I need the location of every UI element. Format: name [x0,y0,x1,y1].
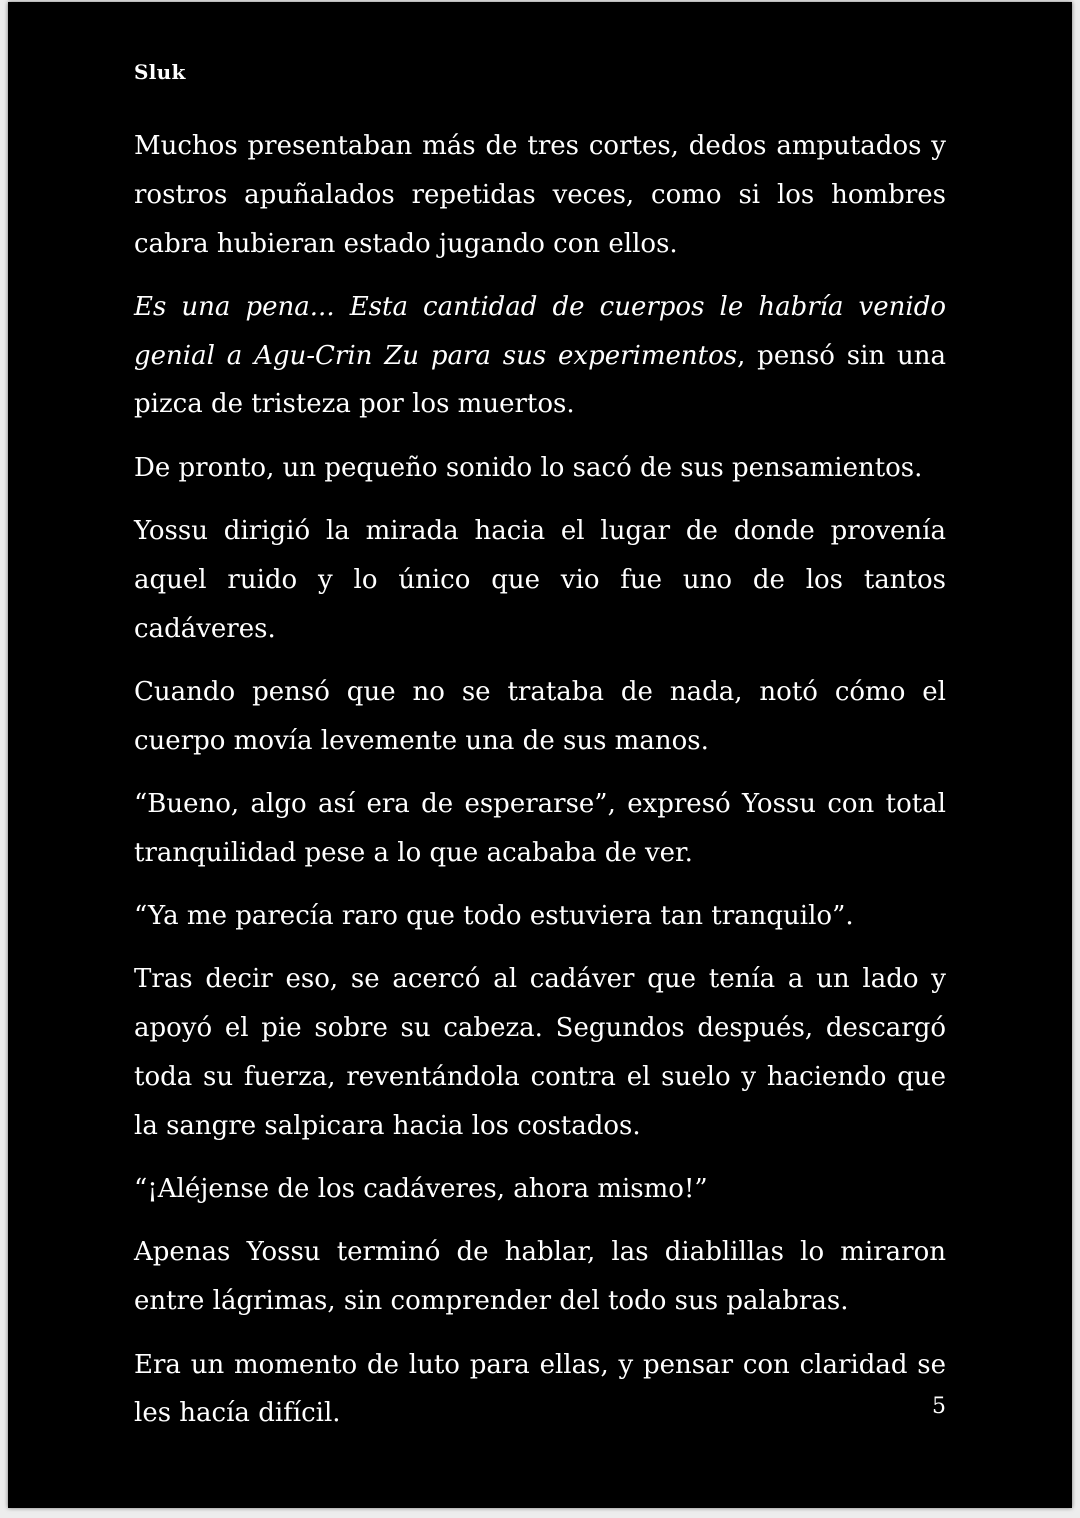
paragraph-text: , pensó sin una pizca de tristeza por los muertos. [134,340,946,420]
paragraph: Yossu dirigió la mirada hacia el lugar de donde provenía aquel ruido y lo único que vio fue uno de los tantos cadáveres. [134,516,946,644]
italic-thought: Es una pena... Esta cantidad de cuerpos le habría venido genial a Agu-Crin Zu para sus experimentos [134,291,946,371]
paragraph [134,283,946,429]
paragraph: “¡Aléjense de los cadáveres, ahora mismo!” [134,1174,708,1205]
paragraph: “Bueno, algo así era de esperarse”, expresó Yossu con total tranquilidad pese a lo que acababa de ver. [134,789,946,868]
paragraph: Era un momento de luto para ellas, y pensar con claridad se les hacía difícil. [134,1349,946,1429]
paragraph: “Ya me parecía raro que todo estuviera tan tranquilo”. [134,901,854,932]
paragraph: Apenas Yossu terminó de hablar, las diablillas lo miraron entre lágrimas, sin comprender del todo sus palabras. [134,1237,946,1317]
page-number: 5 [932,1394,946,1419]
page-body [134,122,946,1453]
running-header-title: Sluk [134,60,186,84]
paragraph: Tras decir eso, se acercó al cadáver que tenía a un lado y apoyó el pie sobre su cabeza. Segundos después, descargó toda su fuerza, reventándola contra el suelo y haciendo que la sangre salpicara hacia los costados. [134,964,946,1141]
paragraph: De pronto, un pequeño sonido lo sacó de sus pensamientos. [134,452,923,483]
document-page [8,2,1072,1508]
paragraph: Muchos presentaban más de tres cortes, dedos amputados y rostros apuñalados repetidas veces, como si los hombres cabra hubieran estado jugando con ellos. [134,131,946,259]
paragraph: Cuando pensó que no se trataba de nada, notó cómo el cuerpo movía levemente una de sus manos. [134,676,946,756]
